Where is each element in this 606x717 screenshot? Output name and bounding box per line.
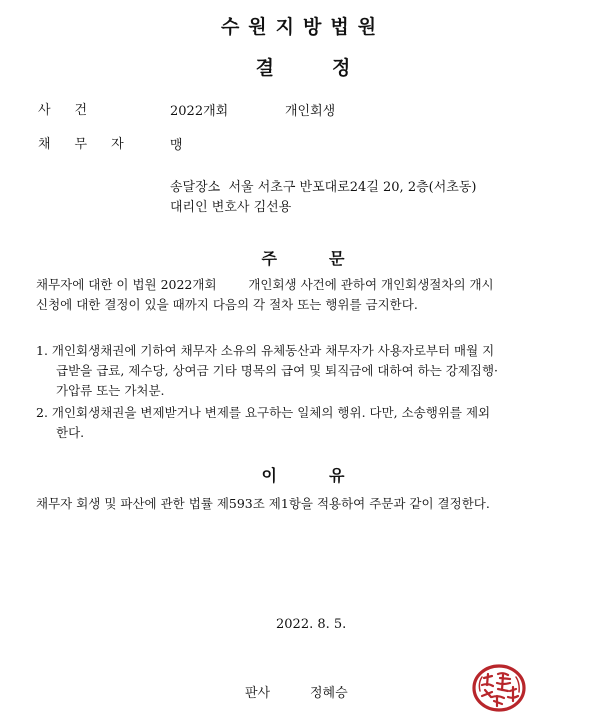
debtor-name: 맹 xyxy=(170,138,183,153)
reason-heading: 이유 xyxy=(261,466,397,485)
order-item-1-line1: 1. 개인회생채권에 기하여 채무자 소유의 유체동산과 채무자가 사용자로부터 매월 지 xyxy=(36,343,495,358)
order-item-1-line3: 가압류 또는 가처분. xyxy=(56,383,165,398)
decision-date: 2022. 8. 5. xyxy=(276,617,347,632)
service-address: 송달장소 서울 서초구 반포대로24길 20, 2층(서초동) xyxy=(170,180,477,195)
court-seal-icon xyxy=(470,663,528,713)
judge-name: 정혜승 xyxy=(310,686,348,701)
legal-agent: 대리인 변호사 김선용 xyxy=(170,200,292,215)
order-item-1-line2: 급받을 급료, 제수당, 상여금 기타 명목의 급여 및 퇴직금에 대하여 하는 강제집행· xyxy=(56,363,499,378)
case-label: 사건 xyxy=(38,103,112,118)
document-type: 결정 xyxy=(255,57,409,79)
case-number: 2022개회 xyxy=(170,104,229,119)
order-heading: 주문 xyxy=(261,249,397,268)
order-item-2-line2: 한다. xyxy=(56,425,85,440)
debtor-label: 채무자 xyxy=(38,137,148,152)
order-item-2-line1: 2. 개인회생채권을 변제받거나 변제를 요구하는 일체의 행위. 다만, 소송행위를 제외 xyxy=(36,405,491,420)
court-name: 수원지방법원 xyxy=(220,16,386,38)
order-intro-line1: 채무자에 대한 이 법원 2022개회 개인회생 사건에 관하여 개인회생절차의 개시 xyxy=(36,277,494,292)
order-intro-line2: 신청에 대한 결정이 있을 때까지 다음의 각 절차 또는 행위를 금지한다. xyxy=(36,297,418,312)
case-type: 개인회생 xyxy=(285,104,336,119)
reason-text: 채무자 회생 및 파산에 관한 법률 제593조 제1항을 적용하여 주문과 같이 결정한다. xyxy=(36,496,490,511)
judge-title: 판사 xyxy=(245,686,271,701)
